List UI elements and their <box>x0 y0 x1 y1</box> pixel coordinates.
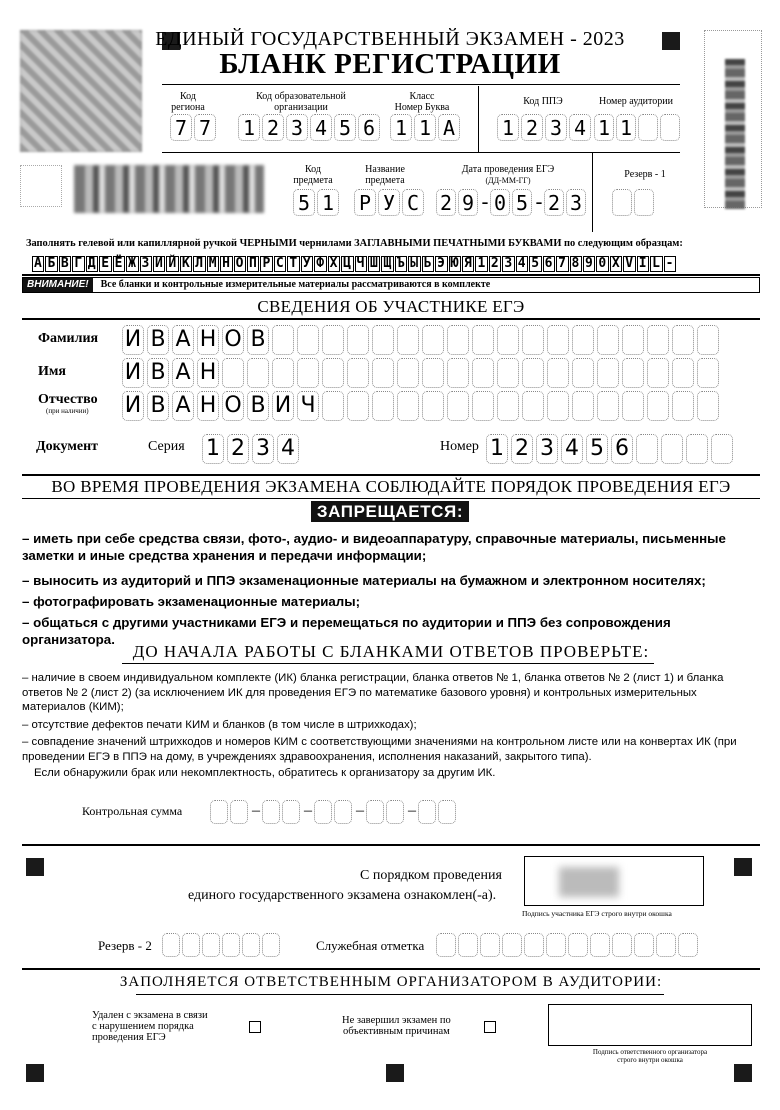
corner-marker-bottom-right <box>734 1064 752 1082</box>
number-label: Номер <box>440 439 479 454</box>
sample-char: Т <box>289 256 298 271</box>
input-cell[interactable]: 3 <box>545 114 567 141</box>
cell-separator: - <box>535 190 543 214</box>
patronymic-cells[interactable] <box>122 391 722 421</box>
sample-char: К <box>181 256 191 271</box>
input-cell[interactable] <box>447 325 469 355</box>
input-cell[interactable] <box>622 358 644 388</box>
input-cell[interactable] <box>422 358 444 388</box>
checksum-cells[interactable] <box>210 800 458 824</box>
room-cells[interactable] <box>594 114 682 141</box>
check-item: – наличие в своем индивидуальном комплекте (ИК) бланка регистрации, бланка ответов № 1, бланка ответов № 2 (лист 1) и бланка ответов № 2 (лист 2) (за исключением ИК для проведения ЕГЭ по математике базового уровня) и контрольных измерительных материалов (КИМ); <box>22 672 724 713</box>
input-cell[interactable] <box>572 391 594 421</box>
sample-char: У <box>302 256 312 271</box>
input-cell[interactable] <box>622 391 644 421</box>
sample-char: И <box>154 256 164 271</box>
input-cell[interactable] <box>162 933 180 957</box>
input-cell[interactable] <box>422 325 444 355</box>
input-cell[interactable] <box>636 434 658 464</box>
divider <box>122 663 654 664</box>
input-cell[interactable] <box>547 325 569 355</box>
org-label: Код образовательной организации <box>256 91 346 113</box>
input-cell[interactable] <box>697 358 719 388</box>
reserve1-cells[interactable] <box>612 189 656 216</box>
ppe-label: Код ППЭ <box>523 96 563 107</box>
input-cell[interactable] <box>480 933 500 957</box>
input-cell[interactable]: О <box>222 391 244 421</box>
removed-label: Удален с экзамена в связи с нарушением порядка проведения ЕГЭ <box>92 1010 208 1043</box>
input-cell[interactable] <box>472 325 494 355</box>
input-cell[interactable] <box>347 358 369 388</box>
checksum-cell[interactable] <box>282 800 300 824</box>
input-cell[interactable]: 1 <box>594 114 614 141</box>
input-cell[interactable] <box>322 358 344 388</box>
input-cell[interactable] <box>502 933 522 957</box>
organizer-signature-caption: Подпись ответственного организатора строго внутри окошка <box>592 1048 708 1064</box>
input-cell[interactable]: В <box>147 358 169 388</box>
exam-title: ЕДИНЫЙ ГОСУДАРСТВЕННЫЙ ЭКЗАМЕН - 2023 <box>155 28 625 50</box>
input-cell[interactable]: Н <box>197 358 219 388</box>
sample-char: Л <box>195 256 204 271</box>
input-cell[interactable]: И <box>122 325 144 355</box>
input-cell[interactable]: 3 <box>566 189 586 216</box>
input-cell[interactable] <box>242 933 260 957</box>
input-cell[interactable]: 7 <box>194 114 216 141</box>
input-cell[interactable] <box>634 189 654 216</box>
participant-barcode <box>74 165 264 213</box>
input-cell[interactable] <box>422 391 444 421</box>
checksum-cell[interactable] <box>386 800 404 824</box>
sample-char: А <box>34 256 43 271</box>
participant-signature-caption: Подпись участника ЕГЭ строго внутри окошка <box>522 909 672 918</box>
input-cell[interactable] <box>436 933 456 957</box>
input-cell[interactable] <box>497 325 519 355</box>
sample-char: V <box>625 256 634 271</box>
input-cell[interactable] <box>597 358 619 388</box>
input-cell[interactable] <box>372 358 394 388</box>
input-cell[interactable] <box>661 434 683 464</box>
input-cell[interactable]: 1 <box>497 114 519 141</box>
input-cell[interactable] <box>202 933 220 957</box>
input-cell[interactable]: 3 <box>536 434 558 464</box>
input-cell[interactable] <box>397 391 419 421</box>
divider <box>162 152 680 153</box>
sample-char: Ь <box>423 256 433 271</box>
checksum-cell[interactable] <box>438 800 456 824</box>
input-cell[interactable]: А <box>172 325 194 355</box>
input-cell[interactable] <box>458 933 478 957</box>
input-cell[interactable] <box>686 434 708 464</box>
not-finished-label: Не завершил экзамен по объективным причинам <box>342 1015 451 1037</box>
input-cell[interactable] <box>678 933 698 957</box>
class-cells[interactable] <box>390 114 462 141</box>
input-cell[interactable] <box>272 325 294 355</box>
document-label: Документ <box>36 439 99 454</box>
participant-signature-box[interactable] <box>524 856 704 906</box>
check-item: – совпадение значений штрихкодов и номеров КИМ с соответствующими значениями на контрольном листе или на конвертах ИК (при проведении ЕГЭ в ППЭ на дому, в учреждениях здравоохранения, исполнения наказаний, закрытого типа). <box>22 736 737 763</box>
series-cells[interactable] <box>202 434 302 464</box>
sample-char: 6 <box>544 256 554 271</box>
input-cell[interactable] <box>322 325 344 355</box>
divider-thick <box>22 274 760 276</box>
input-cell[interactable]: 9 <box>458 189 478 216</box>
sample-char: Щ <box>383 256 392 271</box>
surname-cells[interactable] <box>122 325 722 355</box>
input-cell[interactable] <box>322 391 344 421</box>
divider <box>136 994 664 995</box>
divider-thick <box>22 844 760 846</box>
sample-char: 0 <box>598 256 607 271</box>
sample-char: П <box>249 256 258 271</box>
input-cell[interactable] <box>660 114 680 141</box>
rule-item: – фотографировать экзаменационные материалы; <box>22 594 361 609</box>
sample-char: Э <box>437 256 446 271</box>
input-cell[interactable] <box>272 358 294 388</box>
sample-char: 4 <box>517 256 527 271</box>
divider <box>22 498 760 499</box>
input-cell[interactable] <box>547 391 569 421</box>
date-format-label: (ДД-ММ-ГГ) <box>485 176 531 185</box>
input-cell[interactable] <box>247 358 269 388</box>
sample-char: 1 <box>477 256 486 271</box>
checksum-cell[interactable] <box>418 800 436 824</box>
input-cell[interactable] <box>711 434 733 464</box>
subject-name-label: Название предмета <box>365 164 405 186</box>
input-cell[interactable]: 5 <box>512 189 532 216</box>
sample-char: Ш <box>369 256 379 271</box>
input-cell[interactable]: Н <box>197 391 219 421</box>
input-cell[interactable] <box>472 358 494 388</box>
checksum-label: Контрольная сумма <box>82 804 183 818</box>
corner-marker-bottom-left <box>26 1064 44 1082</box>
form-title: БЛАНК РЕГИСТРАЦИИ <box>219 48 561 80</box>
sample-char: I <box>638 256 648 271</box>
input-cell[interactable]: 2 <box>262 114 284 141</box>
input-cell[interactable]: И <box>122 358 144 388</box>
input-cell[interactable]: 2 <box>511 434 533 464</box>
sample-char: З <box>141 256 150 271</box>
sample-char: 5 <box>531 256 540 271</box>
input-cell[interactable]: 5 <box>586 434 608 464</box>
sample-char: Ф <box>316 256 325 271</box>
input-cell[interactable] <box>472 391 494 421</box>
removed-checkbox[interactable] <box>249 1021 261 1033</box>
input-cell[interactable] <box>697 325 719 355</box>
sample-char: 3 <box>504 256 513 271</box>
sample-char: - <box>665 256 674 271</box>
input-cell[interactable]: 2 <box>521 114 543 141</box>
patronymic-label: Отчество <box>38 392 98 407</box>
input-cell[interactable]: 1 <box>238 114 260 141</box>
sample-char: 7 <box>558 256 567 271</box>
input-cell[interactable]: 2 <box>227 434 249 464</box>
region-cells[interactable] <box>170 114 218 141</box>
sample-char: В <box>60 256 70 271</box>
subject-code-cells[interactable] <box>293 189 341 216</box>
ppe-cells[interactable] <box>497 114 593 141</box>
number-cells[interactable] <box>486 434 736 464</box>
forbidden-badge: ЗАПРЕЩАЕТСЯ: <box>311 501 469 522</box>
input-cell[interactable] <box>222 358 244 388</box>
attention-banner <box>22 277 760 293</box>
input-cell[interactable] <box>262 933 280 957</box>
input-cell[interactable]: 6 <box>358 114 380 141</box>
not-finished-checkbox[interactable] <box>484 1021 496 1033</box>
rule-item: – иметь при себе средства связи, фото-, аудио- и видеоаппаратуру, справочные материалы, письменные заметки и иные средства хранения и передачи информации; <box>22 531 726 563</box>
divider-thick <box>22 968 760 970</box>
rule-item: – общаться с другими участниками ЕГЭ и перемещаться по аудитории и ППЭ без сопровождения организатора. <box>22 615 671 647</box>
service-mark-cells[interactable] <box>436 933 700 957</box>
input-cell[interactable]: В <box>147 325 169 355</box>
cell-separator: – <box>356 802 364 819</box>
input-cell[interactable] <box>656 933 676 957</box>
checks-section-title: ДО НАЧАЛА РАБОТЫ С БЛАНКАМИ ОТВЕТОВ ПРОВЕРЬТЕ: <box>132 642 650 661</box>
input-cell[interactable]: В <box>247 325 269 355</box>
input-cell[interactable]: 5 <box>293 189 315 216</box>
sample-characters <box>32 256 677 272</box>
input-cell[interactable]: А <box>172 391 194 421</box>
service-mark-label: Служебная отметка <box>316 938 425 953</box>
fill-instructions: Заполнять гелевой или капиллярной ручкой ЧЕРНЫМИ чернилами ЗАГЛАВНЫМИ ПЕЧАТНЫМИ БУКВАМИ по следующим образцам: <box>26 238 683 249</box>
input-cell[interactable]: 7 <box>170 114 192 141</box>
input-cell[interactable] <box>347 325 369 355</box>
input-cell[interactable]: 3 <box>252 434 274 464</box>
sample-char: Е <box>101 256 110 271</box>
sample-char: 8 <box>571 256 580 271</box>
class-label: Класс Номер Буква <box>394 91 450 113</box>
cell-separator: - <box>481 190 489 214</box>
checksum-cell[interactable] <box>230 800 248 824</box>
reserve1-label: Резерв - 1 <box>624 169 666 180</box>
input-cell[interactable] <box>638 114 658 141</box>
organizer-signature-box[interactable] <box>548 1004 752 1046</box>
name-label: Имя <box>38 364 66 379</box>
sample-char: Г <box>74 256 83 271</box>
rules-section-title: ВО ВРЕМЯ ПРОВЕДЕНИЯ ЭКЗАМЕНА СОБЛЮДАЙТЕ ПОРЯДОК ПРОВЕДЕНИЯ ЕГЭ <box>51 477 731 496</box>
input-cell[interactable] <box>397 325 419 355</box>
signature-blur <box>559 867 619 897</box>
input-cell[interactable]: Н <box>197 325 219 355</box>
input-cell[interactable] <box>447 358 469 388</box>
corner-marker-mid-right <box>734 858 752 876</box>
input-cell[interactable]: Ч <box>297 391 319 421</box>
sample-char: Б <box>47 256 56 271</box>
divider <box>592 152 593 232</box>
input-cell[interactable] <box>522 358 544 388</box>
subject-name-cells[interactable] <box>354 189 426 216</box>
input-cell[interactable] <box>597 391 619 421</box>
input-cell[interactable] <box>497 358 519 388</box>
attention-badge: ВНИМАНИЕ! <box>23 278 93 292</box>
sample-char: 2 <box>490 256 500 271</box>
sample-char: Ё <box>114 256 124 271</box>
input-cell[interactable]: И <box>272 391 294 421</box>
checksum-cell[interactable] <box>334 800 352 824</box>
patronymic-note: (при наличии) <box>46 407 89 415</box>
input-cell[interactable] <box>612 189 632 216</box>
input-cell[interactable]: 1 <box>317 189 339 216</box>
input-cell[interactable] <box>347 391 369 421</box>
date-cells[interactable] <box>436 189 588 216</box>
input-cell[interactable] <box>572 358 594 388</box>
input-cell[interactable]: 1 <box>616 114 636 141</box>
input-cell[interactable]: 1 <box>486 434 508 464</box>
series-label: Серия <box>148 439 185 454</box>
input-cell[interactable] <box>672 358 694 388</box>
reserve2-cells[interactable] <box>162 933 282 957</box>
input-cell[interactable] <box>597 325 619 355</box>
organizer-section-title: ЗАПОЛНЯЕТСЯ ОТВЕТСТВЕННЫМ ОРГАНИЗАТОРОМ В АУДИТОРИИ: <box>119 974 663 990</box>
sample-char: О <box>235 256 244 271</box>
input-cell[interactable]: 2 <box>544 189 564 216</box>
sample-char: Й <box>168 256 177 271</box>
sample-char: С <box>275 256 285 271</box>
signature-text-line2: единого государственного экзамена ознакомлен(-а). <box>188 888 497 903</box>
input-cell[interactable] <box>547 358 569 388</box>
sample-char: Я <box>464 256 473 271</box>
corner-marker-bottom-center <box>386 1064 404 1082</box>
input-cell[interactable] <box>672 325 694 355</box>
input-cell[interactable]: 5 <box>334 114 356 141</box>
checksum-cell[interactable] <box>314 800 332 824</box>
input-cell[interactable] <box>634 933 654 957</box>
input-cell[interactable]: 2 <box>436 189 456 216</box>
input-cell[interactable]: В <box>147 391 169 421</box>
input-cell[interactable]: А <box>172 358 194 388</box>
surname-label: Фамилия <box>38 331 99 346</box>
input-cell[interactable]: С <box>402 189 424 216</box>
sample-char: Ы <box>410 256 419 271</box>
sample-char: Р <box>262 256 271 271</box>
attention-text: Все бланки и контрольные измерительные материалы рассматриваются в комплекте <box>100 279 491 290</box>
rule-item: – выносить из аудиторий и ППЭ экзаменационные материалы на бумажном и электронном носителях; <box>22 573 706 588</box>
cell-separator: – <box>304 802 312 819</box>
input-cell[interactable]: 1 <box>202 434 224 464</box>
corner-marker-mid-left <box>26 858 44 876</box>
participant-section-title: СВЕДЕНИЯ ОБ УЧАСТНИКЕ ЕГЭ <box>257 297 525 316</box>
checksum-cell[interactable] <box>210 800 228 824</box>
input-cell[interactable]: 1 <box>414 114 436 141</box>
input-cell[interactable]: И <box>122 391 144 421</box>
signature-text-line1: С порядком проведения <box>360 868 502 883</box>
input-cell[interactable] <box>524 933 544 957</box>
divider-thick <box>22 318 760 320</box>
sample-char: Ж <box>128 256 137 271</box>
input-cell[interactable] <box>397 358 419 388</box>
reserve2-label: Резерв - 2 <box>98 938 152 953</box>
org-cells[interactable] <box>238 114 382 141</box>
sample-char: М <box>208 256 218 271</box>
sample-char: Д <box>87 256 97 271</box>
check-item: – отсутствие дефектов печати КИМ и бланков (в том числе в штрихкодах); <box>22 719 417 731</box>
checksum-cell[interactable] <box>262 800 280 824</box>
input-cell[interactable]: В <box>247 391 269 421</box>
sample-char: Ч <box>356 256 365 271</box>
divider <box>478 86 479 152</box>
empty-square-box <box>20 165 62 207</box>
cell-separator: – <box>408 802 416 819</box>
input-cell[interactable]: О <box>222 325 244 355</box>
cell-separator: – <box>252 802 260 819</box>
input-cell[interactable] <box>622 325 644 355</box>
sample-char: Ц <box>343 256 352 271</box>
forbidden-title <box>0 502 780 522</box>
subject-code-label: Код предмета <box>293 164 333 186</box>
input-cell[interactable]: 3 <box>286 114 308 141</box>
region-label: Код региона <box>171 91 205 113</box>
input-cell[interactable] <box>572 325 594 355</box>
input-cell[interactable] <box>222 933 240 957</box>
input-cell[interactable] <box>372 325 394 355</box>
input-cell[interactable]: 4 <box>561 434 583 464</box>
input-cell[interactable] <box>546 933 566 957</box>
sample-char: 9 <box>584 256 594 271</box>
input-cell[interactable] <box>697 391 719 421</box>
input-cell[interactable] <box>372 391 394 421</box>
date-label: Дата проведения ЕГЭ <box>461 164 555 175</box>
input-cell[interactable]: А <box>438 114 460 141</box>
divider-thick <box>22 474 760 476</box>
sample-char: Ю <box>450 256 459 271</box>
sample-char: Н <box>222 256 231 271</box>
checksum-cell[interactable] <box>366 800 384 824</box>
input-cell[interactable] <box>568 933 588 957</box>
divider <box>162 84 680 85</box>
sample-char: Х <box>329 256 339 271</box>
input-cell[interactable]: 6 <box>611 434 633 464</box>
input-cell[interactable] <box>522 325 544 355</box>
input-cell[interactable] <box>297 325 319 355</box>
sample-char: Ъ <box>396 256 406 271</box>
input-cell[interactable] <box>612 933 632 957</box>
input-cell[interactable] <box>590 933 610 957</box>
input-cell[interactable] <box>647 391 669 421</box>
input-cell[interactable] <box>672 391 694 421</box>
input-cell[interactable]: 1 <box>390 114 412 141</box>
input-cell[interactable]: 4 <box>310 114 332 141</box>
input-cell[interactable] <box>497 391 519 421</box>
input-cell[interactable]: 4 <box>569 114 591 141</box>
check-item: Если обнаружили брак или некомплектность, обратитесь к организатору за другим ИК. <box>34 767 496 779</box>
input-cell[interactable] <box>647 325 669 355</box>
sample-char: L <box>652 256 661 271</box>
input-cell[interactable]: Р <box>354 189 376 216</box>
input-cell[interactable]: 4 <box>277 434 299 464</box>
input-cell[interactable] <box>297 358 319 388</box>
name-cells[interactable] <box>122 358 722 388</box>
sample-char: X <box>611 256 621 271</box>
input-cell[interactable]: 0 <box>490 189 510 216</box>
room-label: Номер аудитории <box>599 96 673 107</box>
input-cell[interactable] <box>647 358 669 388</box>
input-cell[interactable]: У <box>378 189 400 216</box>
input-cell[interactable] <box>522 391 544 421</box>
input-cell[interactable] <box>182 933 200 957</box>
input-cell[interactable] <box>447 391 469 421</box>
